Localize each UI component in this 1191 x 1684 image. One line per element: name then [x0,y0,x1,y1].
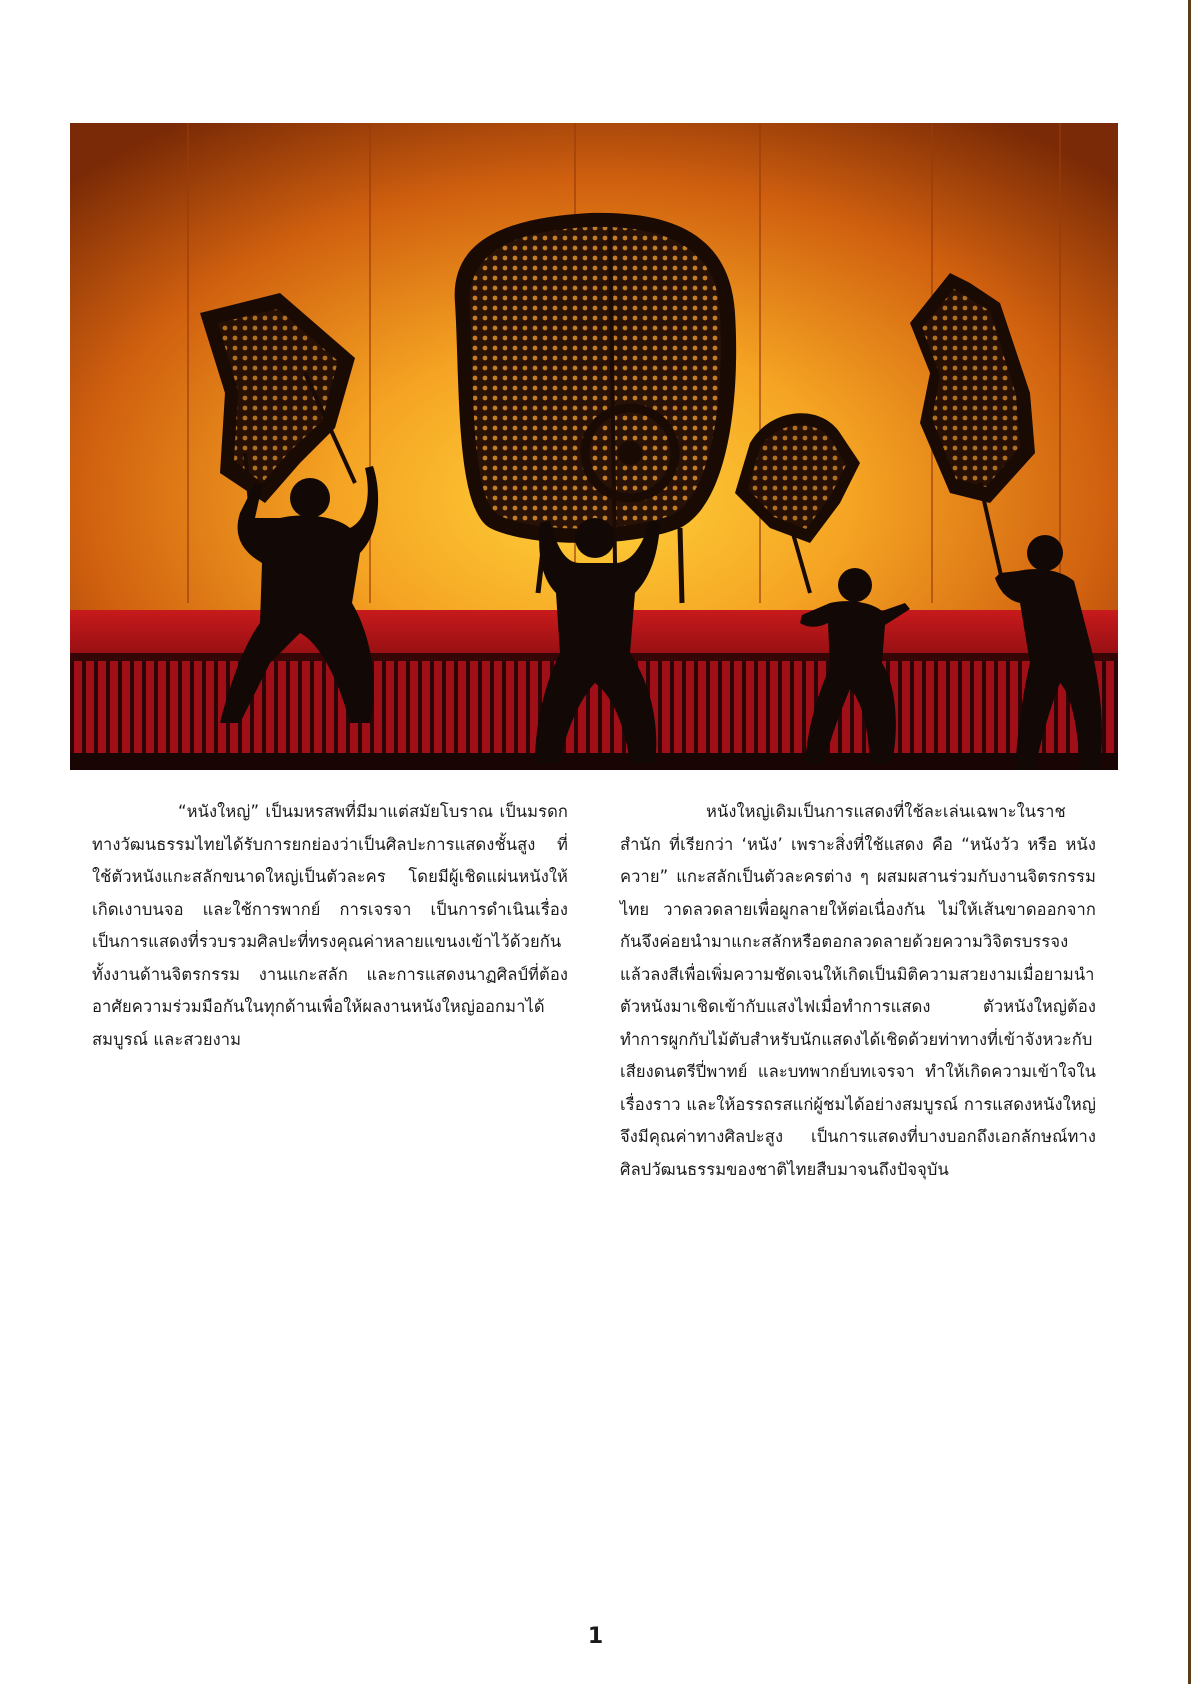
photo-illustration [70,123,1118,770]
paragraph-right-column [620,796,1096,1186]
paragraph-left-column [92,796,568,1056]
shadow-puppet-performance-image [70,123,1118,770]
page-number: 1 [587,1624,604,1649]
paragraph-left: “หนังใหญ่” เป็นมหรสพที่มีมาแต่สมัยโบราณ เป็นมรดกทางวัฒนธรรมไทยได้รับการยกย่องว่าเป็นศิลปะการแสดงชั้นสูง ที่ใช้ตัวหนังแกะสลักขนาดใหญ่เป็นตัวละคร โดยมีผู้เชิดแผ่นหนังให้เกิดเงาบนจอ และใช้การพากย์ การเจรจา เป็นการดำเนินเรื่อง เป็นการแสดงที่รวบรวมศิลปะที่ทรงคุณค่าหลายแขนงเข้าไว้ด้วยกัน ทั้งงานด้านจิตรกรรม งานแกะสลัก และการแสดงนาฏศิลป์ที่ต้องอาศัยความร่วมมือกันในทุกด้านเพื่อให้ผลงานหนังใหญ่ออกมาได้สมบูรณ์ และสวยงาม [92,802,568,1049]
paragraph-right: หนังใหญ่เดิมเป็นการแสดงที่ใช้ละเล่นเฉพาะในราชสำนัก ที่เรียกว่า ‘หนัง’ เพราะสิ่งที่ใช้แสดง คือ “หนังวัว หรือ หนังควาย” แกะสลักเป็นตัวละครต่าง ๆ ผสมผสานร่วมกับงานจิตรกรรมไทย วาดลวดลายเพื่อผูกลายให้ต่อเนื่องกัน ไม่ให้เส้นขาดออกจากกันจึงค่อยนำมาแกะสลักหรือตอกลวดลายด้วยความวิจิตรบรรจง แล้วลงสีเพื่อเพิ่มความชัดเจนให้เกิดเป็นมิติความสวยงามเมื่อยามนำตัวหนังมาเชิดเข้ากับแสงไฟเมื่อทำการแสดง ตัวหนังใหญ่ต้องทำการผูกกับไม้ตับสำหรับนักแสดงได้เชิดด้วยท่าทางที่เข้าจังหวะกับเสียงดนตรีปี่พาทย์ และบทพากย์บทเจรจา ทำให้เกิดความเข้าใจในเรื่องราว และให้อรรถรสแก่ผู้ชมได้อย่างสมบูรณ์ การแสดงหนังใหญ่จึงมีคุณค่าทางศิลปะสูง เป็นการแสดงที่บางบอกถึงเอกลักษณ์ทางศิลปวัฒนธรรมของชาติไทยสืบมาจนถึงปัจจุบัน [620,802,1096,1179]
